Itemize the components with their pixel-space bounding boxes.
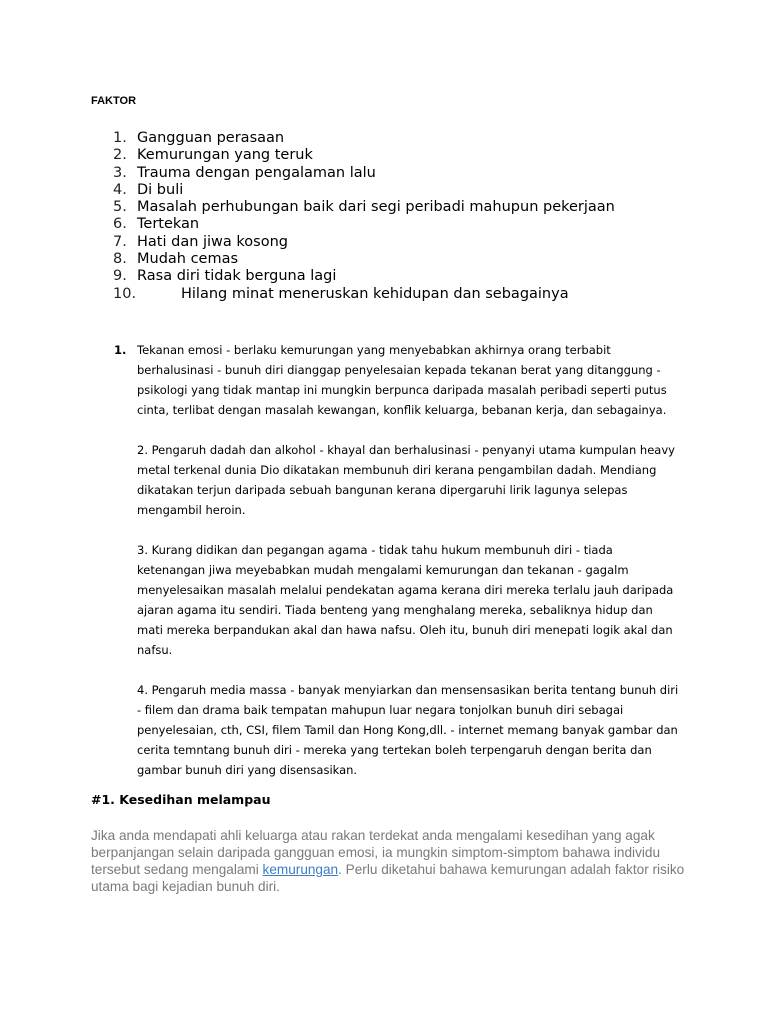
list-number: 6. [113, 216, 127, 233]
list-number: 10. [113, 285, 137, 302]
list-item [0, 147, 637, 164]
reason-text: 4. Pengaruh media massa - banyak menyiarkan dan mensensasikan berita tentang bunuh diri - filem dan drama baik tempatan mahupun luar negara tonjolkan bunuh diri sebagai penyelesaian, cth, CSI, filem Tamil dan Hong Kong,dll. - internet memang banyak gambar dan cerita temntang bunuh diri - mereka yang tertekan boleh terpengaruh dengan berita dan gambar bunuh diri yang disensasikan. [137, 683, 679, 777]
reason-text: 2. Pengaruh dadah dan alkohol - khayal dan berhalusinasi - penyanyi utama kumpulan heavy metal terkenal dunia Dio dikatakan membunuh diri kerana pengambilan dadah. Mendiang dikatakan terjun daripada sebuah bangunan kerana dipergaruhi lirik lagunya selepas mengambil heroin. [137, 443, 675, 517]
list-text: Masalah perhubungan baik dari segi peribadi mahupun pekerjaan [137, 199, 615, 216]
factor-list [0, 130, 768, 303]
list-item [0, 251, 637, 268]
reasons-section [0, 340, 768, 800]
list-number: 4. [113, 181, 127, 198]
list-item [0, 182, 637, 199]
list-item [0, 268, 637, 285]
list-item [0, 199, 637, 216]
list-item [0, 130, 637, 147]
list-number: 3. [113, 164, 127, 181]
list-number: 8. [113, 251, 127, 268]
list-number: 5. [113, 199, 127, 216]
list-text: Tertekan [137, 216, 200, 233]
section-title: #1. Kesedihan melampau [91, 792, 271, 807]
list-number: 9. [113, 268, 127, 285]
list-text: Hati dan jiwa kosong [137, 233, 288, 250]
section-body-text-before: Jika anda mendapati ahli keluarga atau rakan terdekat anda mengalami kesedihan yang agak berpanjangan selain daripada gangguan emosi, ia mungkin simptom-simptom bahawa individu tersebut sedang mengalami [91, 828, 661, 877]
list-text: Kemurungan yang teruk [137, 147, 313, 164]
list-text: Rasa diri tidak berguna lagi [137, 268, 337, 285]
reason-number: 1. [114, 343, 127, 357]
list-number: 7. [113, 233, 127, 250]
list-text: Trauma dengan pengalaman lalu [137, 164, 376, 181]
kemurungan-link[interactable]: kemurungan [262, 862, 339, 877]
list-item [0, 165, 637, 182]
reason-text: 3. Kurang didikan dan pegangan agama - tidak tahu hukum membunuh diri - tiada ketenangan jiwa meyebabkan mudah mengalami kemurungan dan tekanan - gagalm menyelesaikan masalah melalui pendekatan agama kerana diri mereka terlalu jauh daripada ajaran agama itu sendiri. Tiada benteng yang menghalang mereka, sebaliknya hidup dan mati mereka berpandukan akal dan hawa nafsu. Oleh itu, bunuh diri menepati logik akal dan nafsu. [137, 543, 674, 657]
reason-paragraph [0, 540, 682, 660]
reason-paragraph [0, 340, 682, 420]
heading-faktor: FAKTOR [91, 95, 137, 107]
reason-paragraph [0, 440, 682, 520]
reason-paragraph [0, 680, 682, 780]
list-item [0, 234, 637, 251]
list-text: Di buli [137, 181, 184, 198]
section-body-text-after: . Perlu diketahui bahawa kemurungan adalah faktor risiko utama bagi kejadian bunuh diri. [91, 862, 685, 894]
section-body [91, 827, 691, 895]
list-item [0, 216, 637, 233]
list-text: Hilang minat meneruskan kehidupan dan sebagainya [181, 285, 569, 302]
reason-text: Tekanan emosi - berlaku kemurungan yang menyebabkan akhirnya orang terbabit berhalusinasi - bunuh diri dianggap penyelesaian kepada tekanan berat yang ditanggung - psikologi yang tidak mantap ini mungkin berpunca daripada masalah peribadi seperti putus cinta, terlibat dengan masalah kewangan, konflik keluarga, bebanan kerja, dan sebagainya. [137, 343, 667, 417]
list-number: 1. [113, 130, 127, 146]
list-item [0, 286, 637, 303]
list-text: Mudah cemas [137, 251, 239, 268]
list-text: Gangguan perasaan [137, 130, 285, 146]
list-number: 2. [113, 147, 127, 164]
